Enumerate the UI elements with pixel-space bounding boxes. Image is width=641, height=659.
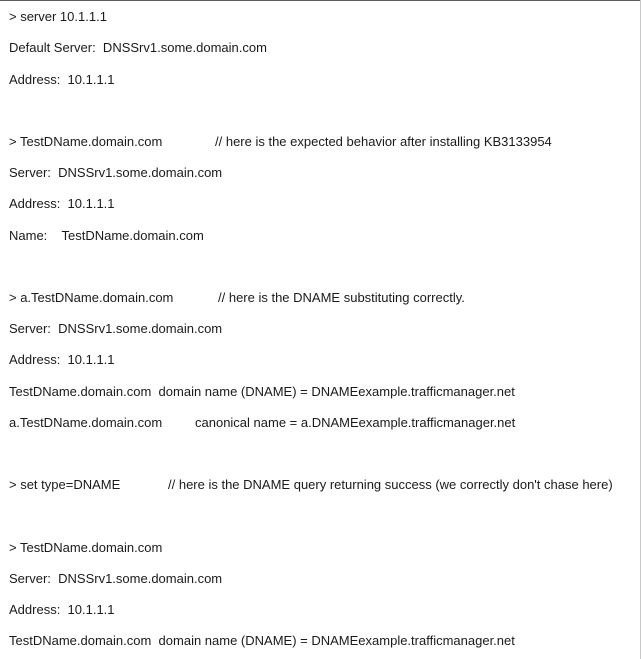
output-dname-record: TestDName.domain.com domain name (DNAME) = DNAMEexample.trafficmanager.net — [9, 633, 515, 648]
output-server: Server: DNSSrv1.some.domain.com — [9, 571, 223, 586]
comment-dname-substituting: // here is the DNAME substituting correctly. — [218, 290, 465, 305]
command-query-a-testdname: > a.TestDName.domain.com — [9, 290, 174, 305]
output-server: Server: DNSSrv1.some.domain.com — [9, 321, 223, 336]
output-name: Name: TestDName.domain.com — [9, 228, 204, 243]
output-address: Address: 10.1.1.1 — [9, 72, 115, 87]
command-query-testdname: > TestDName.domain.com — [9, 134, 163, 149]
command-query-testdname: > TestDName.domain.com — [9, 540, 163, 555]
output-server: Server: DNSSrv1.some.domain.com — [9, 165, 223, 180]
output-default-server: Default Server: DNSSrv1.some.domain.com — [9, 40, 267, 55]
output-dname-record: TestDName.domain.com domain name (DNAME) = DNAMEexample.trafficmanager.net — [9, 384, 515, 399]
output-address: Address: 10.1.1.1 — [9, 602, 115, 617]
comment-dname-query-success: // here is the DNAME query returning success (we correctly don't chase here) — [168, 477, 613, 492]
output-address: Address: 10.1.1.1 — [9, 196, 115, 211]
command-server: > server 10.1.1.1 — [9, 9, 107, 24]
output-address: Address: 10.1.1.1 — [9, 352, 115, 367]
comment-expected-behavior: // here is the expected behavior after installing KB3133954 — [215, 134, 552, 149]
top-border — [0, 0, 641, 1]
output-canonical-name: canonical name = a.DNAMEexample.trafficmanager.net — [195, 415, 516, 430]
output-cname-host: a.TestDName.domain.com — [9, 415, 163, 430]
command-set-type: > set type=DNAME — [9, 477, 121, 492]
